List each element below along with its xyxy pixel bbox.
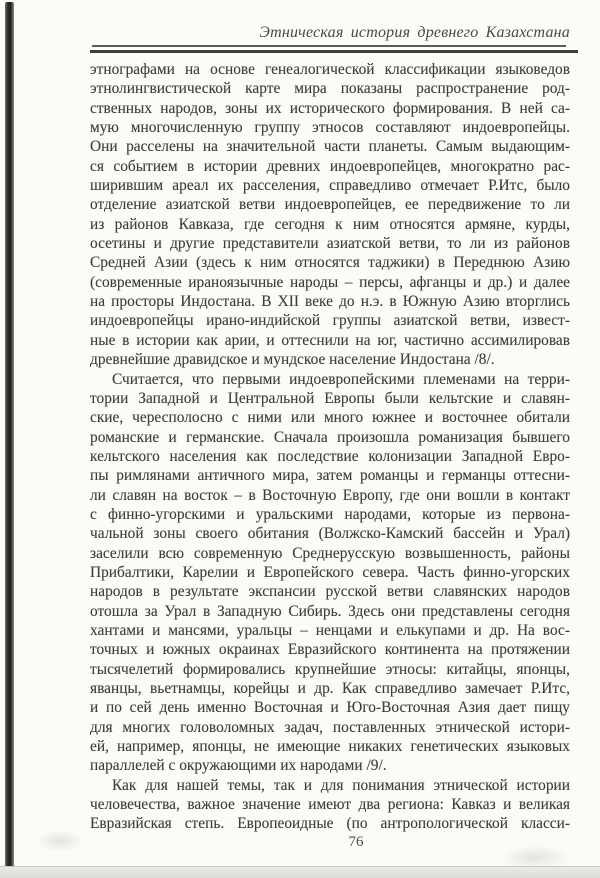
text-line: Евразийская степь. Европеоидные (по антропологической класси-	[90, 815, 570, 833]
text-line: Считается, что первыми индоевропейскими племенами на терри-	[112, 370, 570, 388]
text-line: ширившим ареал их расселения, справедливо отмечает Р.Итс, было	[90, 177, 570, 195]
paragraph	[90, 370, 570, 776]
page-number: 76	[348, 834, 364, 850]
paragraph	[90, 60, 570, 370]
text-line: мую многочисленную группу этносов составляют индоевропейцы.	[90, 119, 570, 137]
text-line: хантами и мансями, уральцы – ненцами и елькупами и др. На вос-	[90, 621, 570, 639]
text-line: кельтского населения как последствие колонизации Западной Евро-	[90, 447, 570, 465]
text-line: Они расселены на значительной части планеты. Самым выдающим-	[90, 138, 570, 156]
text-line: ей, например, японцы, не имеющие никаких генетических языковых	[90, 738, 570, 756]
text-line: пы римлянами античного мира, затем романцы и германцы оттесни-	[90, 467, 570, 485]
text-line: древнейшие дравидское и мундское население Индостана /8/.	[90, 351, 495, 369]
text-line: и по сей день именно Восточная и Юго-Восточная Азия дает пищу	[90, 699, 570, 717]
text-line: тысячелетий формировались крупнейшие этносы: китайцы, японцы,	[90, 660, 570, 678]
text-line: Средней Азии (здесь к ним относятся таджики) в Переднюю Азию	[90, 254, 570, 272]
text-line: ся событием в истории древних индоевропейцев, многократно рас-	[90, 157, 570, 175]
text-line: для многих головоломных задач, поставленных этнической истори-	[90, 718, 570, 736]
paragraph	[90, 776, 570, 834]
text-line: ли славян на восток – в Восточную Европу, где они вошли в контакт	[90, 486, 570, 504]
body-text	[90, 60, 570, 834]
text-line: чальной зоны своего обитания (Волжско-Камский бассейн и Урал)	[90, 525, 570, 543]
text-line: с финно-угорскими и уральскими народами, которые из первона-	[90, 505, 570, 523]
text-line: ские, чересполосно с ними или много южнее и восточнее обитали	[90, 409, 570, 427]
text-line: отделение азиатской ветви индоевропейцев, ее передвижение то ли	[90, 196, 570, 214]
text-line: народов в результате экспансии русской ветви славянских народов	[90, 583, 570, 601]
scan-smudge	[36, 830, 84, 852]
book-binding-bar	[5, 2, 14, 868]
text-line: этнолингвистической карте мира показаны распространение род-	[90, 80, 570, 98]
text-line: ственных народов, зоны их исторического формирования. В ней са-	[90, 99, 570, 117]
header-rule-thick	[90, 50, 578, 53]
header-rule-thin	[92, 45, 566, 47]
text-line: осетины и другие представители азиатской ветви, то ли из районов	[90, 235, 570, 253]
running-header-title: Этническая история древнего Казахстана	[259, 24, 570, 41]
text-line: заселили всю современную Среднерусскую возвышенность, районы	[90, 544, 570, 562]
text-line: яванцы, вьетнамцы, корейцы и др. Как справедливо замечает Р.Итс,	[90, 680, 570, 697]
text-line: параллелей с окружающими их народами /9/.	[90, 757, 387, 775]
text-line: ные в истории как арии, и оттеснили на юг, частично ассимилировав	[90, 331, 570, 349]
text-line: этнографами на основе генеалогической классификации языковедов	[90, 61, 570, 78]
text-line: Прибалтики, Карелии и Европейского севера. Часть финно-угорских	[90, 563, 570, 581]
text-line: человечества, важное значение имеют два региона: Кавказ и великая	[90, 796, 570, 814]
text-line: романские и германские. Сначала произошла романизация бывшего	[90, 428, 570, 446]
text-line: отошла за Урал в Западную Сибирь. Здесь они представлены сегодня	[90, 602, 570, 620]
text-line: точных и южных окраинах Евразийского континента на протяжении	[90, 641, 570, 659]
text-line: индоевропейцы ирано-индийской группы азиатской ветви, извест-	[90, 312, 570, 330]
text-line: (современные ираноязычные народы – персы, афганцы и др.) и далее	[90, 273, 570, 291]
text-line: из районов Кавказа, где сегодня к ним относятся армяне, курды,	[90, 215, 570, 233]
text-line: на просторы Индостана. В XII веке до н.э. в Южную Азию вторглись	[90, 293, 570, 311]
text-line: Как для нашей темы, так и для понимания этнической истории	[112, 776, 570, 794]
page-bottom-edge	[0, 866, 600, 878]
text-line: тории Западной и Центральной Европы были кельтские и славян-	[90, 389, 570, 407]
